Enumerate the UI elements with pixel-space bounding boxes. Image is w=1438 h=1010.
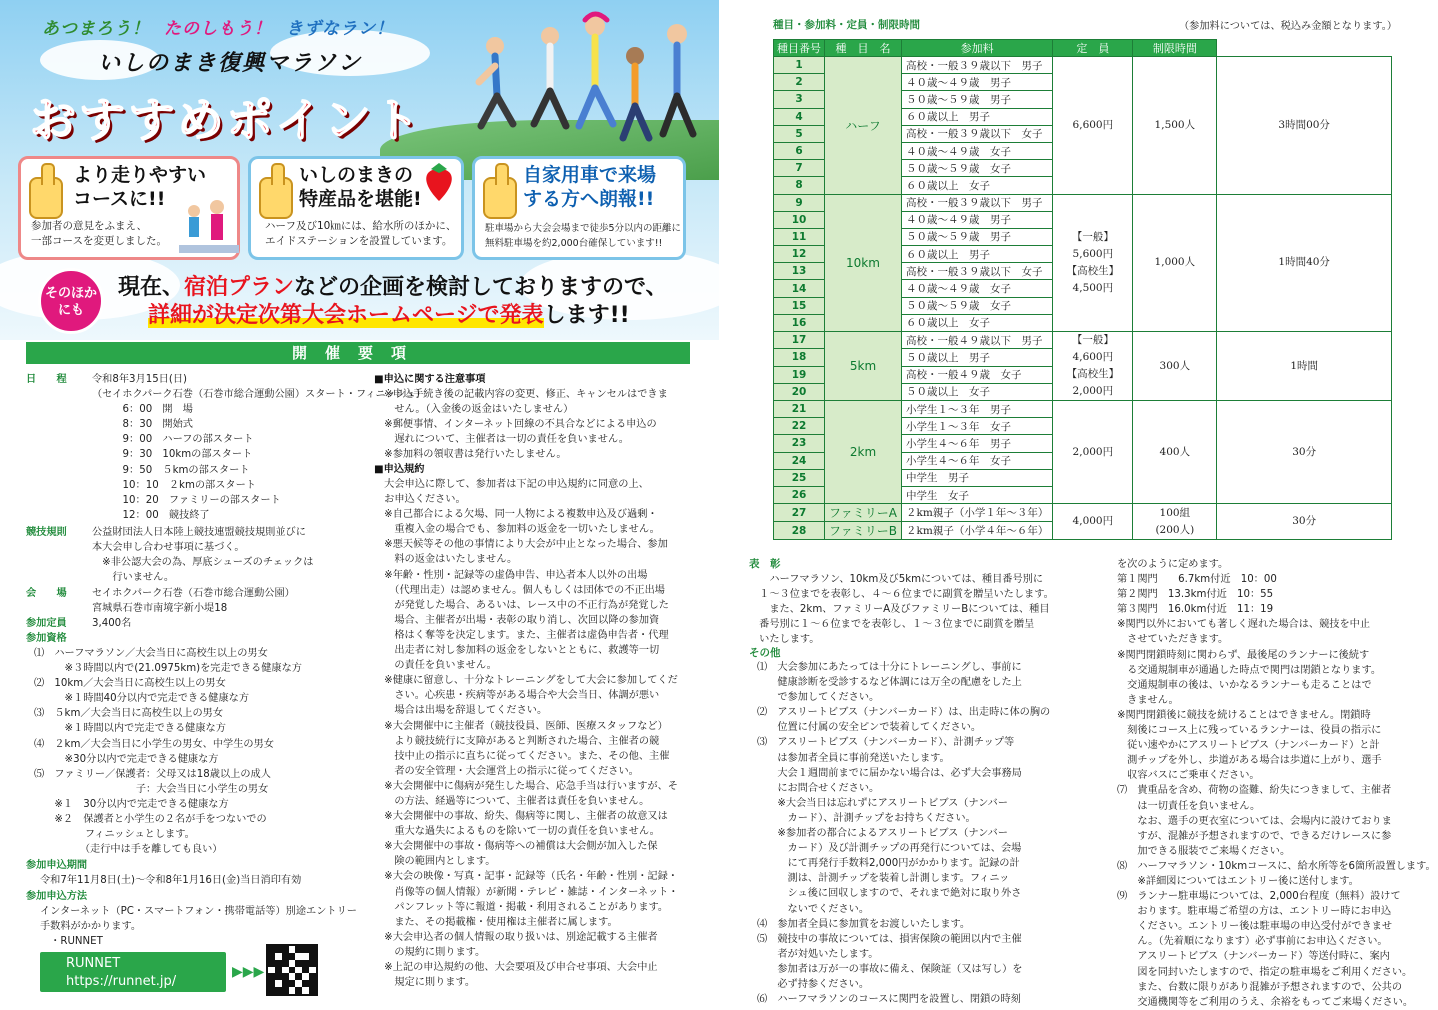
fee-note: （参加料については、税込み金額となります。） [1179,21,1398,32]
event-cap: 100組 (200人) [1133,504,1217,540]
event-name-cell: 小学生１～３年 女子 [902,418,1053,435]
arrow-icon: ▶▶▶ [232,964,265,980]
event-limit: 30分 [1217,401,1392,504]
other-text-2: を次のように定めます。 第１関門 6.7km付近 10：00 第２関門 13.3km付近 10：55 第３関門 16.0km付近 11：19 ※関門以外においても著しく遅れた場合は、競技を中止 させていただきます。 ※関門閉鎖時刻に関わらず、最後尾のランナーに後続す る交通規制車が通過した時点で関門は閉鎖となります。 交通規制車の後は、いかなるランナーも走ることはで きません。 ※関門閉鎖後に競技を続けることはできません。閉鎖時 刻後にコース上に残っているランナーは、役員の指示に 従い速やかにアスリートビブス（ナンバーカード）と計 測チップを外し、歩道がある場合は歩道に上がり、選手 収容バスにご乗車ください。 ⑺ 貴重品を含め、荷物の盗難、紛失につきまして、主催者 は一切責任を負いません。 なお、選手の更衣室については、会場内に設けておりま すが、混雑が予想されますので、できるだけレースに参 加できる服装でご来場ください。 ⑻ ハーフマラソン・10kmコースに、給水所等を6箇所設置します。 ※詳細図についてはエントリー後に送付します。 ⑼ ランナー駐車場については、2,000台程度（無料）設けて おります。駐車場ご希望の方は、エントリー時にお申込 ください。エントリー後は駐車場の申込受付ができませ ん。（先着順になります）必ず事前にお申込ください。 アスリートビブス（ナンバーカード）等送付時に、案内 図を同封いたしますので、指定の駐車場をご利用ください。 また、台数に限りがあり混雑が予想されますので、公共の 交通機関等をご利用のうえ、余裕をもってご来場ください。 [1117,559,1436,1008]
event-name-cell: 高校・一般３９歳以下 女子 [902,263,1053,280]
fee-table [773,39,1392,540]
event-category: ファミリーA [825,504,902,522]
event-fee: 4,000円 [1053,504,1133,540]
event-name-cell: 高校・一般３９歳以下 男子 [902,57,1053,74]
catch-2: たのしもう！ [164,19,272,39]
event-name-cell: 中学生 女子 [902,486,1053,503]
event-category: ハーフ [825,57,902,195]
event-number: 3 [774,91,825,108]
promo-line-2: 詳細が決定次第大会ホームページで発表します!! [148,303,630,328]
other-badge: そのほか にも [38,268,104,334]
event-name-cell: ２km親子（小学１年～３年） [902,504,1053,522]
header-fee: 参加料 [902,40,1053,57]
terms-text: 大会申込に際して、参加者は下記の申込規約に同意の上、 お申込ください。 ※自己都合による欠場、同一人物による複数申込及び過剰・ 重複入金の場合でも、参加料の返金を一切いたしません。 ※悪天候等その他の事情により大会が中止となった場合、参加 料の返金はいたしません。 ※年齢・性別・記録等の虚偽申告、申込者本人以外の出場 （代理出走）は認めません。個人もしくは団体での不正出場 が発覚した場合、あるいは、レース中の不正行為が発覚した 場合、主催者が出場・表彰の取り消し、次回以降の参加資 格はく奪等を決定します。また、主催者は虚偽申告者・代理 出走者に対し参加料の返金をしないとともに、救護等一切 の責任を負いません。 ※健康に留意し、十分なトレーニングをして大会に参加してくだ さい。心疾患・疾病等がある場合や大会当日、体調が悪い 場合は出場を辞退してください。 ※大会開催中に主催者（競技役員、医師、医療スタッフなど） より競技続行に支障があると判断された場合、主催者の競 技中止の指示に直ちに従ってください。また、その他、主催 者の安全管理・大会運営上の指示に従ってください。 ※大会開催中に傷病が発生した場合、応急手当は行いますが、そ の方法、経過等について、主催者は責任を負いません。 ※大会開催中の事故、紛失、傷病等に関し、主催者の故意又は 重大な過失によるものを除いて一切の責任を負いません。 ※大会開催中の事故・傷病等への補償は大会側が加入した保 険の範囲内とします。 ※大会の映像・写真・記事・記録等（氏名・年齢・性別・記録・ 肖像等の個人情報）が新聞・テレビ・雑誌・インターネット・ パンフレット等に報道・掲載・利用されることがあります。 また、その掲載権・使用権は主催者に属します。 ※大会申込者の個人情報の取り扱いは、別途記載する主催者 の規約に則ります。 ※上記の申込規約の他、大会要項及び申合せ事項、大会中止 規定に則ります。 [384,479,679,989]
event-limit: 1時間40分 [1217,194,1392,332]
event-name-cell: 小学生４～６年 女子 [902,452,1053,469]
label-qualification: 参加資格 [26,633,67,644]
card-body: ハーフ及び10㎞には、給水所のほかに、 エイドステーションを設置しています。 [265,220,457,247]
event-number: 7 [774,160,825,177]
fee-table-title: 種目・参加料・定員・制限時間 [773,19,920,31]
table-row [774,194,1392,211]
event-number: 2 [774,74,825,91]
event-name-cell: ４０歳～４９歳 女子 [902,142,1053,159]
event-name-cell: 小学生４～６年 男子 [902,435,1053,452]
label-rules: 競技規則 [26,527,67,538]
event-number: 20 [774,383,825,400]
event-number: 28 [774,522,825,540]
table-row [774,57,1392,74]
notice-text: ※申込手続き後の記載内容の変更、修正、キャンセルはできま せん。（入金後の返金はいたしません） ※郵便事情、インターネット回線の不具合などによる申込の 遅れについて、主催者は一切の責任を負いません。 ※参加料の領収書は発行いたしません。 [384,389,668,461]
table-row [774,332,1392,349]
table-header [774,40,1392,57]
event-number: 4 [774,108,825,125]
event-number: 21 [774,401,825,418]
label-capacity: 参加定員 [26,618,67,629]
label-venue: 会 場 [26,588,67,599]
event-name-cell: ５０歳～５９歳 女子 [902,297,1053,314]
event-number: 6 [774,142,825,159]
event-cap: 1,000人 [1133,194,1217,332]
event-number: 12 [774,246,825,263]
event-name-cell: ６０歳以上 女子 [902,314,1053,331]
event-number: 26 [774,486,825,503]
event-number: 16 [774,314,825,331]
catch-1: あつまろう！ [42,19,150,39]
header-capacity: 定 員 [1053,40,1133,57]
venue-text: セイホクパーク石巻（石巻市総合運動公園） 宮城県石巻市南境字新小堤18 [92,588,295,615]
other-text-1: ⑴ 大会参加にあたっては十分にトレーニングし、事前に 健康診断を受診するなど体調には万全の配慮をした上 で参加してください。 ⑵ アスリートビブス（ナンバーカード）は、出走時に体の胸の 位置に付属の安全ピンで装着してください。 ⑶ アスリートビブス（ナンバーカード）、計測チップ等 は参加者全員に事前発送いたします。 大会１週間前までに届かない場合は、必ず大会事務局 にお問合せください。 ※大会当日は忘れずにアスリートビブス（ナンバー カード）、計測チップをお持ちください。 ※参加者の都合によるアスリートビブス（ナンバー カード）及び計測チップの再発行については、会場 にて再発行手数料2,000円がかかります。記録の計 測は、計測チップを装着し計測します。フィニッ シュ後に回収しますので、それまで絶対に取り外さ ないでください。 ⑷ 参加者全員に参加賞をお渡しいたします。 ⑸ 競技中の事故については、損害保険の範囲以内で主催 者が対処いたします。 参加者は万が一の事故に備え、保険証（又は写し）を 必ず持参ください。 ⑹ ハーフマラソンのコースに関門を設置し、閉鎖の時刻 [757,662,1051,1006]
event-number: 13 [774,263,825,280]
card-title: より走りやすい コースに!! [73,164,207,210]
event-name-cell: ６０歳以上 男子 [902,108,1053,125]
schedule-text: 令和8年3月15日(日) （セイホクパーク石巻（石巻市総合運動公園）スタート・フィニッシュ） 6：00 開 場 8：30 開始式 9：00 ハーフの部スタート 9：30 10kmの部スタート 9：50 ５kmの部スタート 10：10 ２kmの部スタート 10：20 ファミリーの部スタート 12：00 競技終了 [92,374,426,521]
event-category: 10km [825,194,902,332]
card-body: 参加者の意見をふまえ、 一部コースを変更しました。 [31,220,167,247]
fee-table-body [774,57,1392,540]
event-name-cell: ５０歳以上 男子 [902,349,1053,366]
table-row [774,504,1392,522]
event-name-cell: ５０歳以上 女子 [902,383,1053,400]
point-card-food [248,156,464,260]
qualification-text: ⑴ ハーフマラソン／大会当日に高校生以上の男女 ※３時間以内で(21.0975km)を完走できる健康な方 ⑵ 10km／大会当日に高校生以上の男女 ※１時間40分以内で完走できる健康な方 ⑶ ５km／大会当日に高校生以上の男女 ※１時間以内で完走できる健康な方 ⑷ ２km／大会当日に小学生の男女、中学生の男女 ※30分以内で完走できる健康な方 ⑸ ファミリー／保護者：父母又は18歳以上の成人 子：大会当日に小学生の男女 ※１ 30分以内で完走できる健康な方 ※２ 保護者と小学生の２名が手をつないでの フィニッシュとします。 （走行中は手を離しても良い） [34,648,302,856]
event-name-cell: ４０歳～４９歳 男子 [902,211,1053,228]
awards-text: ハーフマラソン、10km及び5kmについては、種目番号別に １～３位までを表彰し、４～６位までに副賞を贈呈いたします。 また、2km、ファミリーA及びファミリーBについては、種目 番号別に１～６位までを表彰し、１～３位までに副賞を贈呈 いたします。 [759,574,1054,646]
event-name-cell: 高校・一般４９歳以下 男子 [902,332,1053,349]
event-number: 25 [774,469,825,486]
catch-3: きずなラン！ [286,19,394,39]
event-name-cell: ５０歳～５９歳 男子 [902,91,1053,108]
point-card-course [18,156,240,260]
runnet-link[interactable]: RUNNET https://runnet.jp/ [40,952,226,992]
event-number: 14 [774,280,825,297]
card-body: 駐車場から大会会場まで徒歩5分以内の距離に 無料駐車場を約2,000台確保しています!! [485,223,682,249]
event-number: 11 [774,228,825,245]
event-category: 2km [825,401,902,504]
event-name-cell: ５０歳～５９歳 男子 [902,228,1053,245]
event-category: 5km [825,332,902,401]
event-limit: 1時間 [1217,332,1392,401]
promo-line-1: 現在、宿泊プランなどの企画を検討しておりますので、 [118,275,668,300]
label-period: 参加申込期間 [26,860,88,871]
catchphrase [42,14,408,39]
header-limit: 制限時間 [1133,40,1217,57]
event-limit: 30分 [1217,504,1392,540]
table-row [774,401,1392,418]
event-number: 27 [774,504,825,522]
event-name-cell: ４０歳～４９歳 女子 [902,280,1053,297]
event-fee: 【一般】 5,600円 【高校生】 4,500円 [1053,194,1133,332]
event-number: 23 [774,435,825,452]
card-title: いしのまきの 特産品を堪能! [299,164,422,210]
terms-heading: ■申込規約 [374,464,425,475]
method-text: インターネット（PC・スマートフォン・携帯電話等）別途エントリー 手数料がかかります。 ・RUNNET [40,906,357,948]
capacity-text: 3,400名 [92,618,132,629]
hero-banner [0,0,719,340]
family-runners-icon [179,199,239,257]
page-title: おすすめポイント [30,93,423,147]
event-number: 24 [774,452,825,469]
event-cap: 400人 [1133,401,1217,504]
other-heading: その他 [749,647,781,659]
notice-heading: ■申込に関する注意事項 [374,374,486,385]
event-number: 5 [774,125,825,142]
header-no: 種目番号 [774,40,825,57]
event-category: ファミリーB [825,522,902,540]
event-number: 18 [774,349,825,366]
event-number: 10 [774,211,825,228]
period-text: 令和7年11月8日(土)～令和8年1月16日(金)当日消印有効 [40,875,302,886]
point-card-parking [472,156,686,260]
event-number: 8 [774,177,825,194]
section-title: 開催要項 [26,342,690,364]
pointing-hand-icon [259,177,293,219]
header-name: 種 目 名 [825,40,902,57]
card-title: 自家用車で来場 する方へ朗報!! [523,164,657,210]
event-name-cell: 高校・一般４９歳 女子 [902,366,1053,383]
event-name-cell: 高校・一般３９歳以下 女子 [902,125,1053,142]
event-number: 17 [774,332,825,349]
event-name-cell: ４０歳～４９歳 男子 [902,74,1053,91]
event-name-cell: ６０歳以上 男子 [902,246,1053,263]
awards-heading: 表 彰 [749,558,781,570]
thumbs-up-icon [483,177,517,219]
event-number: 9 [774,194,825,211]
event-fee: 6,600円 [1053,57,1133,195]
event-number: 22 [774,418,825,435]
runners-illustration [455,6,705,166]
qr-code-icon[interactable] [266,944,318,996]
event-number: 19 [774,366,825,383]
right-page [719,0,1438,1010]
event-name-cell: 中学生 男子 [902,469,1053,486]
event-name-cell: 小学生１～３年 男子 [902,401,1053,418]
event-fee: 2,000円 [1053,401,1133,504]
event-name-cell: ６０歳以上 女子 [902,177,1053,194]
pointing-hand-icon [29,177,63,219]
label-schedule: 日 程 [26,374,67,385]
event-name: いしのまき復興マラソン [98,51,363,76]
event-name-cell: ２km親子（小学４年～６年） [902,522,1053,540]
label-method: 参加申込方法 [26,891,88,902]
event-cap: 300人 [1133,332,1217,401]
event-name-cell: ５０歳～５９歳 女子 [902,160,1053,177]
event-cap: 1,500人 [1133,57,1217,195]
rules-text: 公益財団法人日本陸上競技連盟競技規則並びに 本大会申し合わせ事項に基づく。 ※非公認大会の為、厚底シューズのチェックは 行いません。 [92,527,314,584]
event-number: 1 [774,57,825,74]
event-number: 15 [774,297,825,314]
event-name-cell: 高校・一般３９歳以下 男子 [902,194,1053,211]
strawberry-icon [419,161,459,203]
event-limit: 3時間00分 [1217,57,1392,195]
event-fee: 【一般】 4,600円 【高校生】 2,000円 [1053,332,1133,401]
